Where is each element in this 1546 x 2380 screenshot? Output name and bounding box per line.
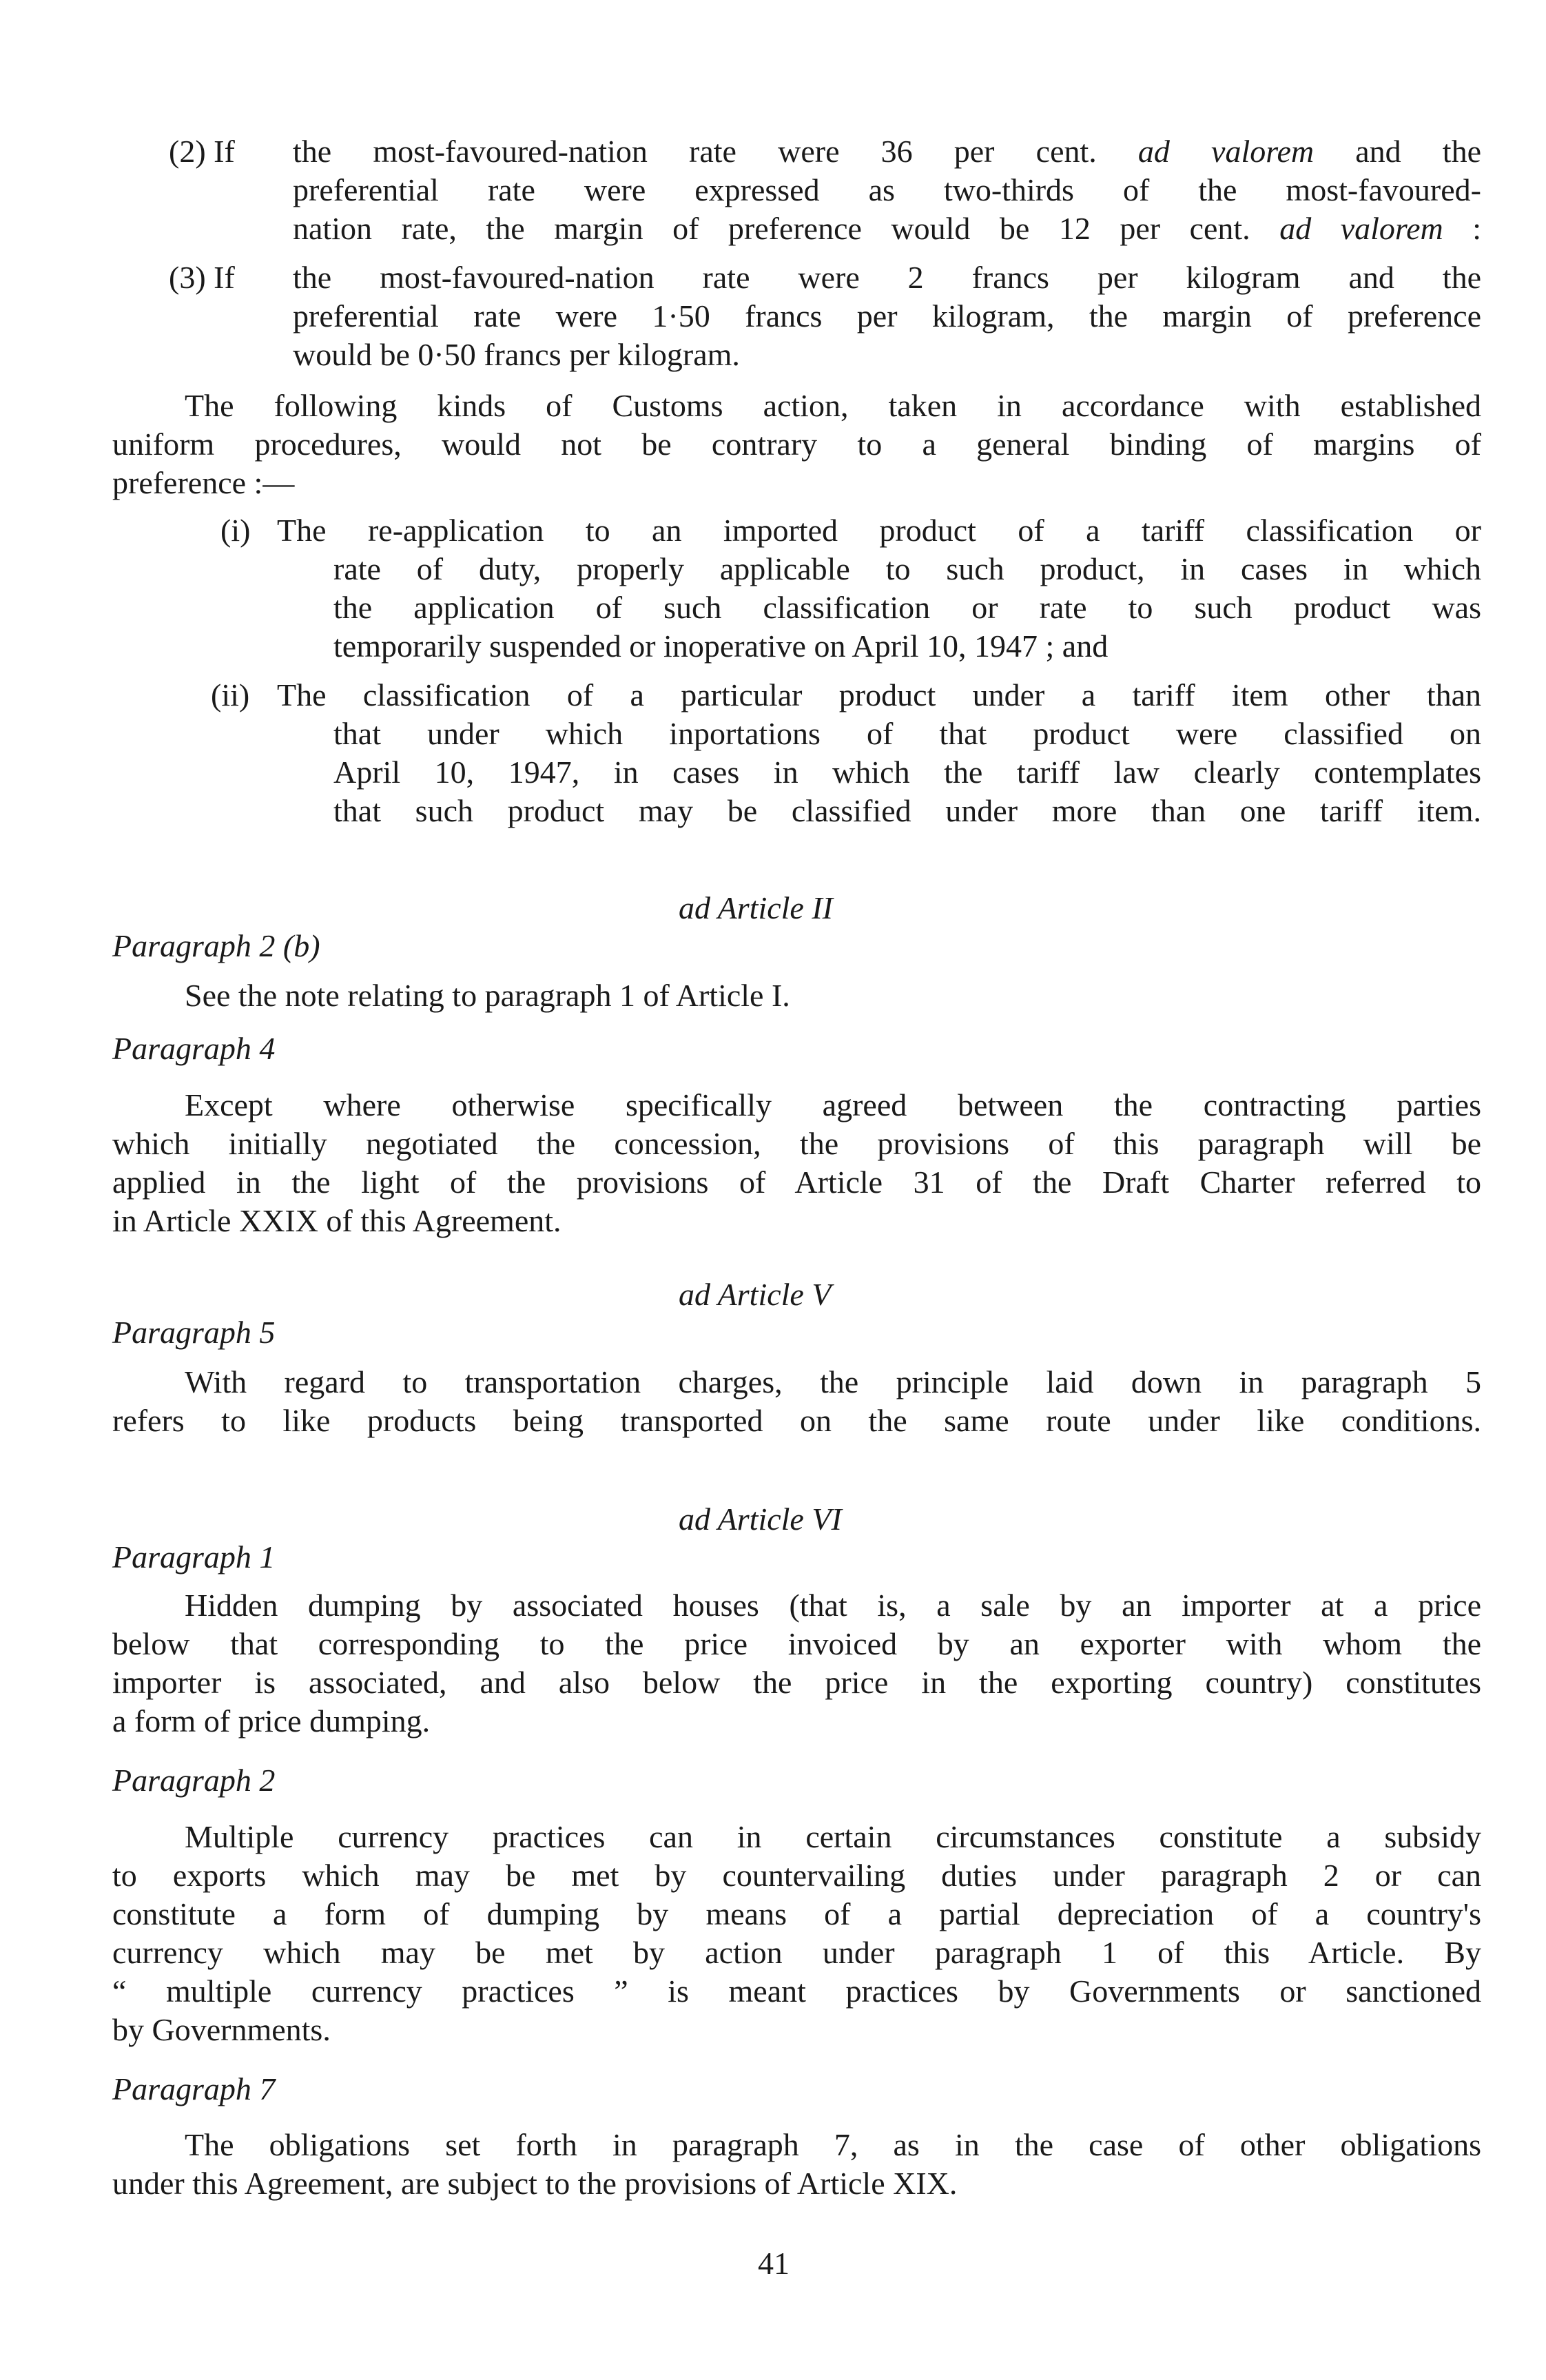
list-item-line: nation rate, the margin of preference would be 12 per cent. ad valorem : bbox=[293, 211, 1481, 246]
roman-item-line: April 10, 1947, in cases in which the tariff law clearly contemplates bbox=[333, 755, 1481, 790]
paragraph-line: which initially negotiated the concession, the provisions of this paragraph will be bbox=[112, 1126, 1481, 1161]
paragraph-line: With regard to transportation charges, the principle laid down in paragraph 5 bbox=[185, 1364, 1481, 1399]
list-item-label: (2) If bbox=[169, 134, 235, 169]
paragraph-line: The following kinds of Customs action, taken in accordance with established bbox=[185, 388, 1481, 423]
paragraph-label: Paragraph 1 bbox=[112, 1539, 276, 1574]
list-item-line: preferential rate were 1·50 francs per kilogram, the margin of preference bbox=[293, 298, 1481, 334]
paragraph-line: in Article XXIX of this Agreement. bbox=[112, 1203, 561, 1238]
paragraph-label: Paragraph 7 bbox=[112, 2071, 276, 2106]
paragraph-line: below that corresponding to the price invoiced by an exporter with whom the bbox=[112, 1626, 1481, 1661]
list-item-label: (3) If bbox=[169, 260, 235, 295]
list-item-line: preferential rate were expressed as two-thirds of the most-favoured- bbox=[293, 172, 1481, 207]
list-item-line: would be 0·50 francs per kilogram. bbox=[293, 337, 740, 372]
section-heading-article-ii: ad Article II bbox=[679, 890, 833, 925]
paragraph-label: Paragraph 4 bbox=[112, 1031, 276, 1066]
paragraph-line: uniform procedures, would not be contrary to a general binding of margins of bbox=[112, 427, 1481, 462]
paragraph-line: under this Agreement, are subject to the provisions of Article XIX. bbox=[112, 2166, 958, 2201]
paragraph-line: currency which may be met by action under paragraph 1 of this Article. By bbox=[112, 1935, 1481, 1970]
section-heading-article-vi: ad Article VI bbox=[679, 1501, 842, 1537]
roman-item-line: that such product may be classified under more than one tariff item. bbox=[333, 793, 1481, 828]
paragraph-line: refers to like products being transported on the same route under like conditions. bbox=[112, 1403, 1481, 1438]
paragraph-line: Except where otherwise specifically agreed between the contracting parties bbox=[185, 1087, 1481, 1122]
paragraph-line: Hidden dumping by associated houses (that is, a sale by an importer at a price bbox=[185, 1588, 1481, 1623]
paragraph-line: by Governments. bbox=[112, 2012, 331, 2047]
list-item-line: the most-favoured-nation rate were 2 francs per kilogram and the bbox=[293, 260, 1481, 295]
paragraph-line: preference :— bbox=[112, 465, 295, 500]
paragraph-line: See the note relating to paragraph 1 of Article I. bbox=[185, 978, 790, 1013]
paragraph-line: to exports which may be met by countervailing duties under paragraph 2 or can bbox=[112, 1858, 1481, 1893]
roman-item-line: rate of duty, properly applicable to such product, in cases in which bbox=[333, 551, 1481, 586]
paragraph-label: Paragraph 2 bbox=[112, 1763, 276, 1798]
roman-item-line: The re-application to an imported product of a tariff classification or bbox=[277, 513, 1481, 548]
paragraph-label: Paragraph 2 (b) bbox=[112, 928, 320, 963]
paragraph-line: importer is associated, and also below the price in the exporting country) constitutes bbox=[112, 1665, 1481, 1700]
list-item-line: the most-favoured-nation rate were 36 per cent. ad valorem and the bbox=[293, 134, 1481, 169]
roman-item-label: (i) bbox=[220, 513, 251, 548]
section-heading-article-v: ad Article V bbox=[679, 1277, 832, 1312]
roman-item-line: temporarily suspended or inoperative on April 10, 1947 ; and bbox=[333, 628, 1109, 664]
paragraph-line: constitute a form of dumping by means of a partial depreciation of a country's bbox=[112, 1896, 1481, 1931]
paragraph-line: Multiple currency practices can in certain circumstances constitute a subsidy bbox=[185, 1819, 1481, 1854]
roman-item-line: The classification of a particular product under a tariff item other than bbox=[277, 677, 1481, 712]
page-number: 41 bbox=[758, 2246, 790, 2281]
paragraph-label: Paragraph 5 bbox=[112, 1315, 276, 1350]
roman-item-line: that under which inportations of that product were classified on bbox=[333, 716, 1481, 751]
paragraph-line: “ multiple currency practices ” is meant practices by Governments or sanctioned bbox=[112, 1973, 1481, 2009]
paragraph-line: The obligations set forth in paragraph 7, as in the case of other obligations bbox=[185, 2127, 1481, 2162]
paragraph-line: applied in the light of the provisions of Article 31 of the Draft Charter referred to bbox=[112, 1165, 1481, 1200]
roman-item-label: (ii) bbox=[211, 677, 250, 712]
roman-item-line: the application of such classification or rate to such product was bbox=[333, 590, 1481, 625]
paragraph-line: a form of price dumping. bbox=[112, 1703, 431, 1738]
